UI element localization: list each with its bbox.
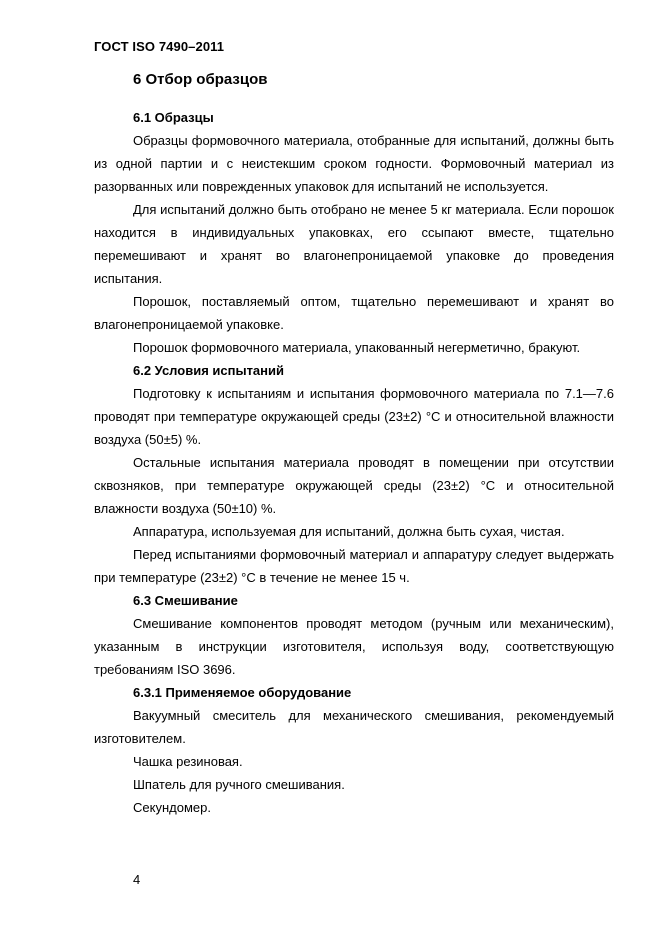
paragraph: Образцы формовочного материала, отобранные для испытаний, должны быть из одной партии и с неистекшим сроком годности. Формовочный материал из разорванных или поврежденных упаковок для испытаний не используется. <box>94 133 614 194</box>
paragraph: Чашка резиновая. <box>133 754 243 769</box>
paragraph: Секундомер. <box>133 800 211 815</box>
subsection-heading-6-1: 6.1 Образцы <box>133 110 214 125</box>
document-body <box>94 106 614 819</box>
section-title: 6 Отбор образцов <box>133 71 268 88</box>
paragraph: Смешивание компонентов проводят методом (ручным или механическим), указанным в инструкции изготовителя, используя воду, соответствующую требованиям ISO 3696. <box>94 616 614 677</box>
paragraph: Порошок формовочного материала, упакованный негерметично, бракуют. <box>133 340 581 355</box>
paragraph: Порошок, поставляемый оптом, тщательно перемешивают и хранят во влагонепроницаемой упаковке. <box>94 294 614 332</box>
subsection-heading-6-3: 6.3 Смешивание <box>133 593 238 608</box>
paragraph: Перед испытаниями формовочный материал и аппаратуру следует выдержать при температуре (23±2) °С в течение не менее 15 ч. <box>94 547 614 585</box>
subsection-heading-6-3-1: 6.3.1 Применяемое оборудование <box>133 685 352 700</box>
paragraph: Для испытаний должно быть отобрано не менее 5 кг материала. Если порошок находится в индивидуальных упаковках, его ссыпают вместе, тщательно перемешивают и хранят во влагонепроницаемой упаковке до проведения испытания. <box>94 202 614 286</box>
paragraph: Шпатель для ручного смешивания. <box>133 777 345 792</box>
page-number: 4 <box>133 872 141 887</box>
paragraph: Вакуумный смеситель для механического смешивания, рекомендуемый изготовителем. <box>94 708 614 746</box>
document-code: ГОСТ ISO 7490–2011 <box>94 39 225 54</box>
subsection-heading-6-2: 6.2 Условия испытаний <box>133 363 284 378</box>
paragraph: Подготовку к испытаниям и испытания формовочного материала по 7.1—7.6 проводят при температуре окружающей среды (23±2) °С и относительной влажности воздуха (50±5) %. <box>94 386 614 447</box>
paragraph: Аппаратура, используемая для испытаний, должна быть сухая, чистая. <box>133 524 565 539</box>
paragraph: Остальные испытания материала проводят в помещении при отсутствии сквозняков, при температуре окружающей среды (23±2) °С и относительной влажности воздуха (50±10) %. <box>94 455 614 516</box>
